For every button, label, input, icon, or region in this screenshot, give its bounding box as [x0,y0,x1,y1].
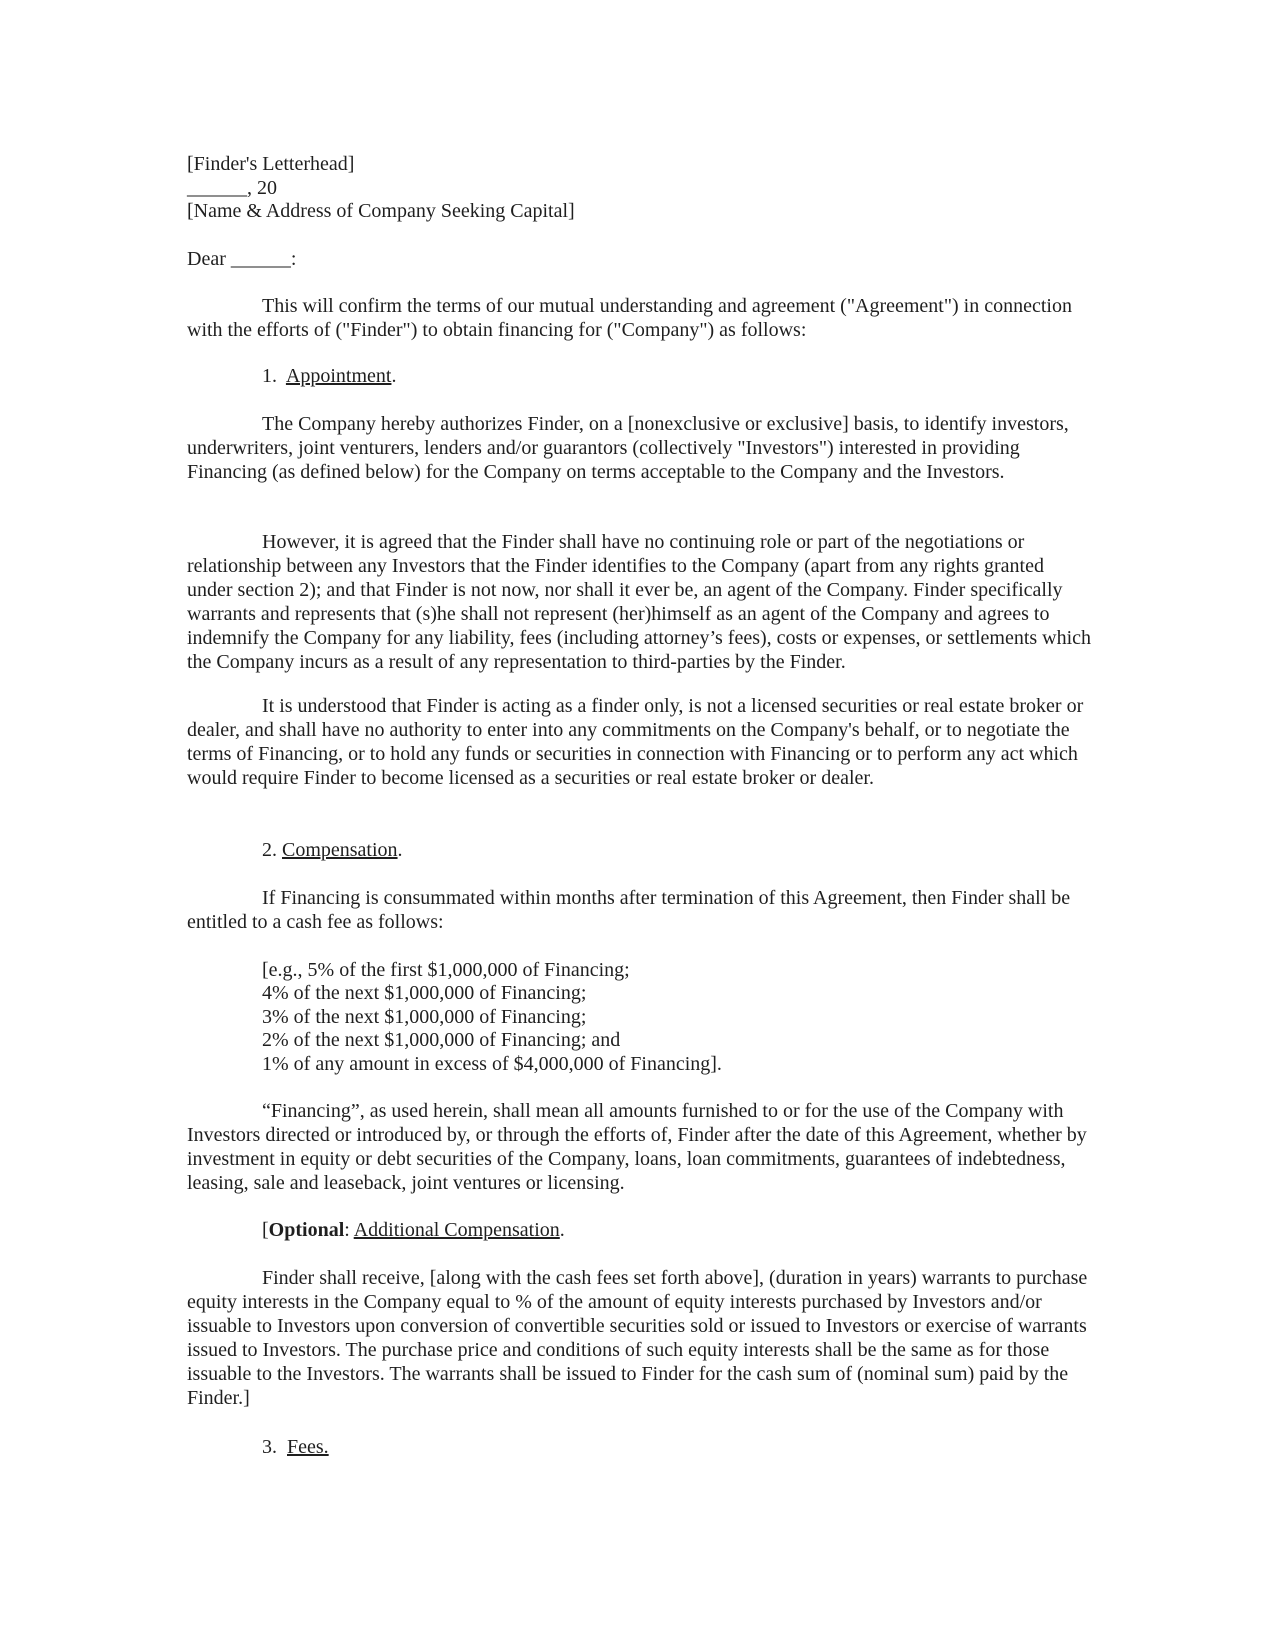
intro-text: This will confirm the terms of our mutual understanding and agreement ("Agreement") in connection with the efforts of ("Finder") to obtain financing for ("Company") as follows: [187,295,1072,341]
additional-compensation-paragraph [187,1266,1092,1410]
intro-paragraph [187,294,1092,342]
section-2-number: 2. [262,839,277,861]
compensation-text: If Financing is consummated within months after termination of this Agreement, then Finder shall be entitled to a cash fee as follows: [187,887,1071,933]
appointment-text-3: It is understood that Finder is acting as a finder only, is not a licensed securities or real estate broker or dealer, and shall have no authority to enter into any commitments on the Company's behalf, or to negotiate the terms of Financing, or to hold any funds or securities in connection with Financing or to perform any act which would require Finder to become licensed as a securities or real estate broker or dealer. [187,695,1084,789]
fee-schedule-item: 2% of the next $1,000,000 of Financing; and [262,1029,621,1051]
section-1-heading [262,364,396,388]
financing-definition-paragraph [187,1099,1092,1195]
section-2-title: Compensation [282,839,398,861]
letterhead: [Finder's Letterhead] [187,153,355,175]
section-1-number: 1. [262,365,277,387]
optional-open-bracket: [ [262,1219,269,1241]
optional-colon: : [344,1219,354,1241]
financing-definition-text: “Financing”, as used herein, shall mean all amounts furnished to or for the use of the Company with Investors directed or introduced by, or through the efforts of, Finder after the date of this Agreement, whether by investment in equity or debt securities of the Company, loans, loan commitments, guarantees of indebtedness, leasing, sale and leaseback, joint ventures or licensing. [187,1100,1087,1194]
salutation: Dear ______: [187,248,297,270]
section-2-suffix: . [397,839,403,861]
appointment-paragraph-2 [187,530,1092,674]
compensation-paragraph [187,886,1092,934]
optional-title: Additional Compensation [353,1219,560,1241]
section-3-number: 3. [262,1436,277,1458]
section-2-heading [262,838,403,862]
fee-schedule-item: 3% of the next $1,000,000 of Financing; [262,1006,587,1028]
section-3-heading [262,1435,329,1459]
appointment-text-1: The Company hereby authorizes Finder, on a [nonexclusive or exclusive] basis, to identify investors, underwriters, joint venturers, lenders and/or guarantors (collectively "Investors") interested in providing Financing (as defined below) for the Company on terms acceptable to the Company and the Investors. [187,413,1069,483]
additional-compensation-text: Finder shall receive, [along with the cash fees set forth above], (duration in years) warrants to purchase equity interests in the Company equal to % of the amount of equity interests purchased by Investors and/or issuable to Investors upon conversion of convertible securities sold or issued to Investors or exercise of warrants issued to Investors. The purchase price and conditions of such equity interests shall be the same as for those issuable to the Investors. The warrants shall be issued to Finder for the cash sum of (nominal sum) paid by the Finder.] [187,1267,1088,1409]
date-line: ______, 20 [187,177,277,199]
appointment-paragraph-1 [187,412,1092,484]
fee-schedule-item: [e.g., 5% of the first $1,000,000 of Financing; [262,959,630,981]
optional-label: Optional [268,1219,345,1241]
appointment-text-2: However, it is agreed that the Finder shall have no continuing role or part of the negotiations or relationship between any Investors that the Finder identifies to the Company (apart from any rights granted under section 2); and that Finder is not now, nor shall it ever be, an agent of the Company. Finder specifically warrants and represents that (s)he shall not represent (her)himself as an agent of the Company and agrees to indemnify the Company for any liability, fees (including attorney’s fees), costs or expenses, or settlements which the Company incurs as a result of any representation to third-parties by the Finder. [187,531,1092,673]
addressee: [Name & Address of Company Seeking Capital] [187,200,575,222]
section-1-suffix: . [391,365,397,387]
fee-schedule-item: 4% of the next $1,000,000 of Financing; [262,982,587,1004]
optional-heading [262,1218,565,1242]
section-3-title: Fees. [287,1436,329,1458]
fee-schedule-item: 1% of any amount in excess of $4,000,000 of Financing]. [262,1053,722,1075]
appointment-paragraph-3 [187,694,1092,790]
optional-suffix: . [559,1219,565,1241]
section-1-title: Appointment [285,365,392,387]
